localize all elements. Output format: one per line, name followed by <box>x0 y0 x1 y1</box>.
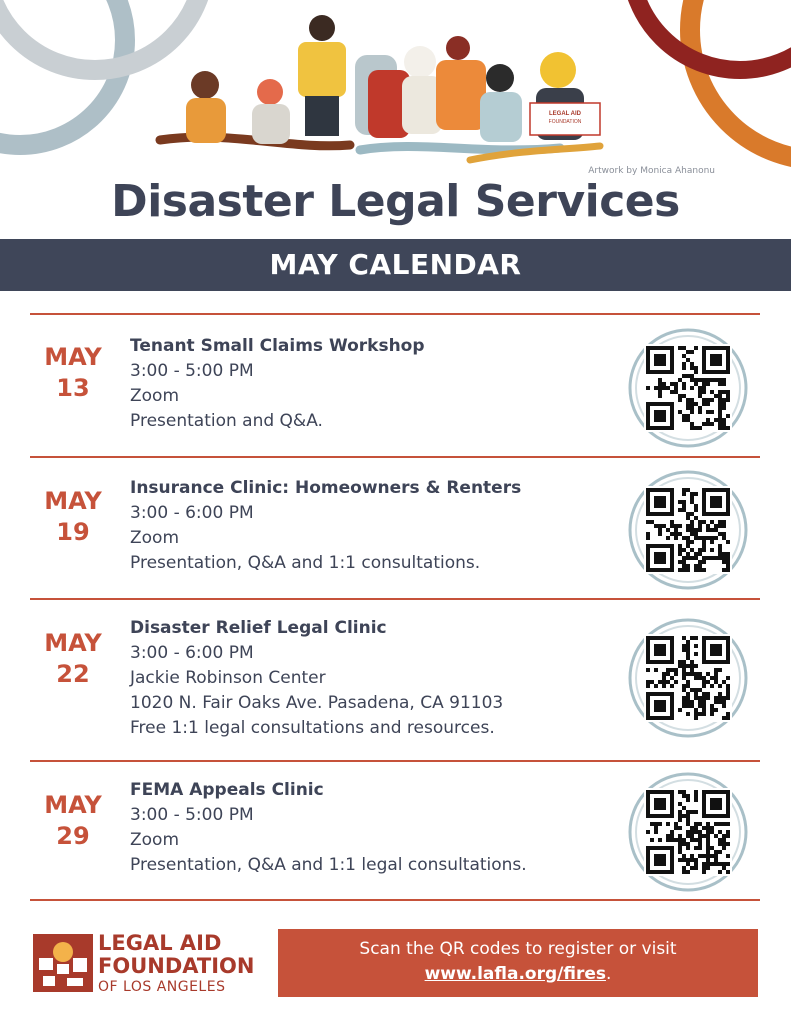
event-day: 29 <box>56 822 90 850</box>
event-day: 13 <box>56 374 90 402</box>
logo-line-2: FOUNDATION <box>98 954 255 978</box>
event-date <box>30 628 116 690</box>
event-description: Free 1:1 legal consultations and resources. <box>130 718 495 738</box>
event-title: Tenant Small Claims Workshop <box>130 336 425 356</box>
artwork-credit: Artwork by Monica Ahanonu <box>588 166 715 176</box>
people-illustration-icon <box>160 15 600 160</box>
event-month: MAY <box>44 487 102 515</box>
event-month: MAY <box>44 629 102 657</box>
event-title: Disaster Relief Legal Clinic <box>130 618 387 638</box>
event-location: Zoom <box>130 528 180 548</box>
event-address: 1020 N. Fair Oaks Ave. Pasadena, CA 91103 <box>130 693 504 713</box>
event-item <box>30 330 760 450</box>
event-time: 3:00 - 6:00 PM <box>130 503 254 523</box>
event-time: 3:00 - 5:00 PM <box>130 361 254 381</box>
event-title: Insurance Clinic: Homeowners & Renters <box>130 478 522 498</box>
logo-wordmark <box>98 933 254 994</box>
event-date <box>30 790 116 852</box>
divider <box>30 899 760 901</box>
event-time: 3:00 - 6:00 PM <box>130 643 254 663</box>
month-banner-label: MAY CALENDAR <box>269 248 522 281</box>
month-banner <box>0 239 791 291</box>
event-description: Presentation and Q&A. <box>130 411 323 431</box>
event-month: MAY <box>44 791 102 819</box>
event-item <box>30 614 760 754</box>
svg-text:LEGAL AID: LEGAL AID <box>548 111 582 117</box>
event-description: Presentation, Q&A and 1:1 consultations. <box>130 553 481 573</box>
cta-box <box>278 929 758 997</box>
logo-line-1: LEGAL AID <box>98 931 222 955</box>
event-info <box>130 778 630 878</box>
event-item <box>30 776 760 896</box>
event-description: Presentation, Q&A and 1:1 legal consultations. <box>130 855 527 875</box>
event-title: FEMA Appeals Clinic <box>130 780 324 800</box>
divider <box>30 598 760 600</box>
event-time: 3:00 - 5:00 PM <box>130 805 254 825</box>
cta-link[interactable]: www.lafla.org/fires <box>424 964 606 984</box>
cta-period: . <box>605 964 612 984</box>
qr-code-icon[interactable] <box>626 616 750 740</box>
svg-text:FOUNDATION: FOUNDATION <box>548 119 582 125</box>
divider <box>30 456 760 458</box>
logo-la: LOS ANGELES <box>123 979 226 995</box>
event-location: Zoom <box>130 830 180 850</box>
event-date <box>30 342 116 404</box>
event-date <box>30 486 116 548</box>
event-month: MAY <box>44 343 102 371</box>
divider <box>30 760 760 762</box>
cta-text: Scan the QR codes to register or visit <box>359 939 677 959</box>
event-info <box>130 476 630 576</box>
logo-line-3 <box>98 980 254 994</box>
event-location: Jackie Robinson Center <box>130 668 326 688</box>
divider <box>30 313 760 315</box>
qr-code-icon[interactable] <box>626 326 750 450</box>
event-day: 22 <box>56 660 90 688</box>
qr-code-icon[interactable] <box>626 468 750 592</box>
logo-of: OF <box>98 979 119 995</box>
event-location: Zoom <box>130 386 180 406</box>
event-day: 19 <box>56 518 90 546</box>
qr-code-icon[interactable] <box>626 770 750 894</box>
event-item <box>30 472 760 592</box>
event-info <box>130 334 630 434</box>
event-info <box>130 616 630 741</box>
page-title: Disaster Legal Services <box>111 176 680 227</box>
